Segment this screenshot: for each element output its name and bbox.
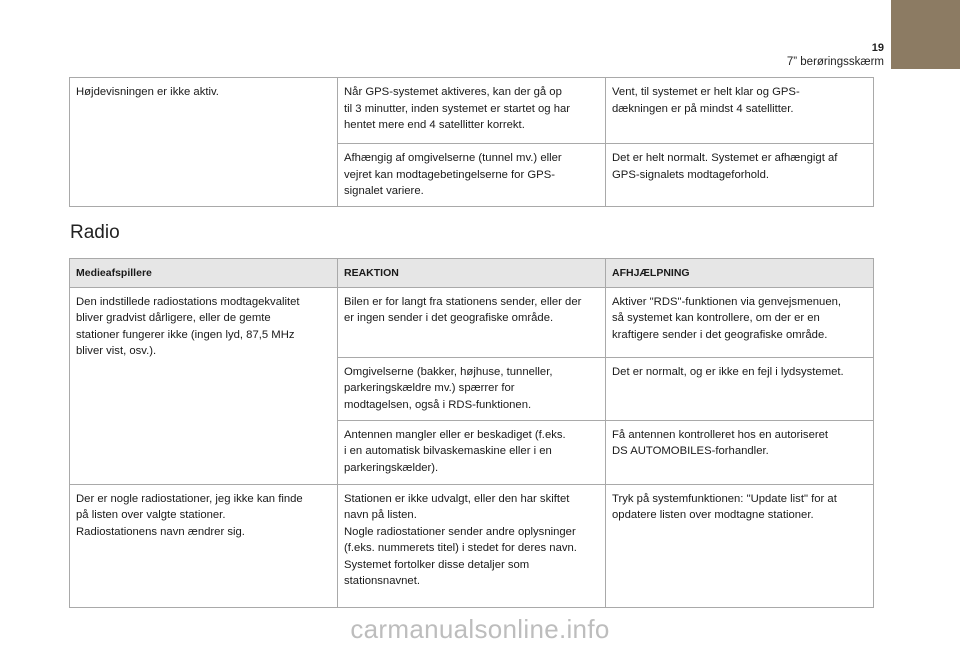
cause-cell: Omgivelserne (bakker, højhuse, tunneller, parkeringskældre mv.) spærrer for modtagelsen, også i RDS-funktionen. [338, 357, 606, 420]
solution-cell: Tryk på systemfunktionen: "Update list" for at opdatere listen over modtagne stationer. [606, 484, 874, 607]
column-header-solution: AFHJÆLPNING [606, 259, 874, 288]
table-row [70, 78, 874, 144]
cause-cell: Antennen mangler eller er beskadiget (f.eks. i en automatisk bilvaskemaskine eller i en parkeringskælder). [338, 420, 606, 484]
table-header-row [70, 259, 874, 288]
problem-cell: Der er nogle radiostationer, jeg ikke kan finde på listen over valgte stationer. Radiostationens navn ændrer sig. [70, 484, 338, 607]
solution-cell: Aktiver "RDS"-funktionen via genvejsmenuen, så systemet kan kontrollere, om der er en kraftigere sender i det geografiske område. [606, 287, 874, 357]
column-header-reaction: REAKTION [338, 259, 606, 288]
table-row [70, 484, 874, 607]
problem-cell: Den indstillede radiostations modtagekvalitet bliver gradvist dårligere, eller de gemte stationer fungerer ikke (ingen lyd, 87,5 MHz bliver vist, osv.). [70, 287, 338, 484]
gps-troubleshooting-table [69, 77, 874, 207]
watermark: carmanualsonline.info [350, 614, 610, 644]
cause-cell: Afhængig af omgivelserne (tunnel mv.) eller vejret kan modtagebetingelserne for GPS- signalet variere. [338, 144, 606, 207]
column-header-problem: Medieafspillere [70, 259, 338, 288]
table-row [70, 287, 874, 357]
page-tab-marker [891, 0, 960, 69]
solution-cell: Vent, til systemet er helt klar og GPS- dækningen er på mindst 4 satellitter. [606, 78, 874, 144]
cause-cell: Stationen er ikke udvalgt, eller den har skiftet navn på listen. Nogle radiostationer sender andre oplysninger (f.eks. nummerets titel) i stedet for deres navn. Systemet fortolker disse detaljer som stationsnavnet. [338, 484, 606, 607]
cause-cell: Når GPS-systemet aktiveres, kan der gå op til 3 minutter, inden systemet er startet og har hentet mere end 4 satellitter korrekt. [338, 78, 606, 144]
problem-cell: Højdevisningen er ikke aktiv. [70, 78, 338, 207]
section-heading-radio: Radio [70, 222, 120, 243]
page-number: 19 [871, 42, 884, 54]
cause-cell: Bilen er for langt fra stationens sender, eller der er ingen sender i det geografiske område. [338, 287, 606, 357]
radio-troubleshooting-table [69, 258, 874, 608]
solution-cell: Det er helt normalt. Systemet er afhængigt af GPS-signalets modtageforhold. [606, 144, 874, 207]
solution-cell: Det er normalt, og er ikke en fejl i lydsystemet. [606, 357, 874, 420]
solution-cell: Få antennen kontrolleret hos en autoriseret DS AUTOMOBILES-forhandler. [606, 420, 874, 484]
chapter-title: 7” berøringsskærm [786, 56, 884, 68]
